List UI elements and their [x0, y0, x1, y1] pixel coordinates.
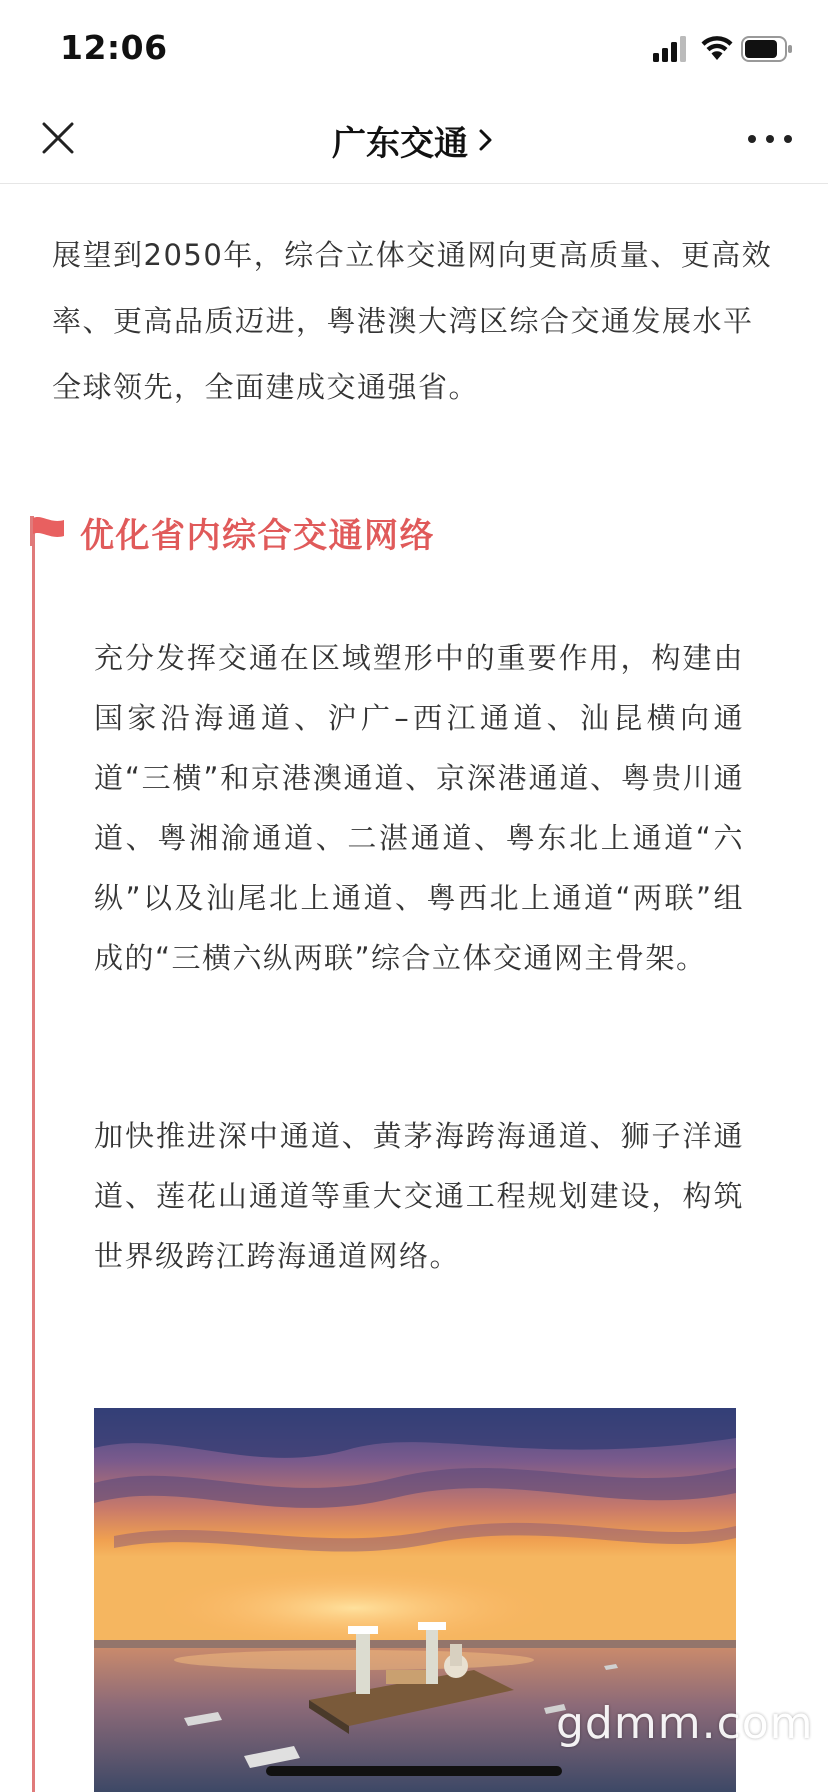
wifi-icon [700, 34, 734, 62]
battery-icon [741, 36, 793, 62]
chevron-right-icon [476, 125, 496, 155]
more-icon[interactable] [744, 124, 796, 154]
watermark: gdmm.com [556, 1698, 814, 1749]
status-bar [0, 0, 828, 96]
nav-bar [0, 96, 828, 184]
section-paragraph-2: 加快推进深中通道、黄茅海跨海通道、狮子洋通道、莲花山通道等重大交通工程规划建设，构筑世界级跨江跨海通道网络。 [94, 1119, 744, 1273]
nav-title: 广东交通 [332, 123, 468, 164]
signal-icon [653, 36, 689, 62]
section-vertical-line [32, 520, 35, 1792]
intro-paragraph: 展望到2050年，综合立体交通网向更高质量、更高效率、更高品质迈进，粤港澳大湾区综合交通发展水平全球领先，全面建成交通强省。 [52, 238, 773, 404]
section-paragraph-1: 充分发挥交通在区域塑形中的重要作用，构建由国家沿海通道、沪广–西江通道、汕昆横向通道“三横”和京港澳通道、京深港通道、粤贵川通道、粤湘渝通道、二湛通道、粤东北上通道“六纵”以及汕尾北上通道、粤西北上通道“两联”组成的“三横六纵两联”综合立体交通网主骨架。 [94, 641, 744, 975]
home-indicator[interactable] [266, 1766, 562, 1776]
status-time: 12:06 [60, 28, 168, 67]
flag-icon [30, 516, 66, 546]
close-icon[interactable] [36, 116, 80, 160]
account-title-link[interactable] [0, 96, 828, 184]
section-heading: 优化省内综合交通网络 [80, 516, 435, 556]
